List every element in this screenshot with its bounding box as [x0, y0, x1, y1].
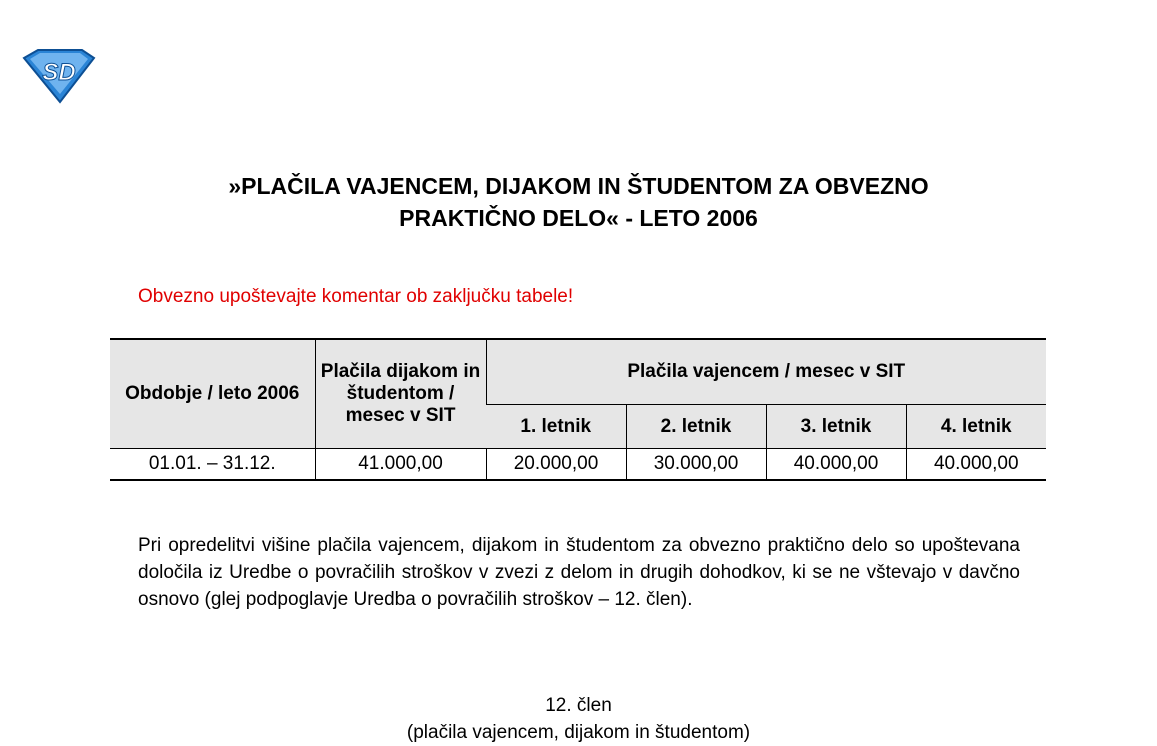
header-apprentices: Plačila vajencem / mesec v SIT [486, 339, 1046, 405]
table-row [110, 449, 1046, 481]
header-year-4: 4. letnik [906, 405, 1046, 449]
logo [22, 48, 96, 104]
page-title [0, 170, 1157, 234]
article-subtitle: (plačila vajencem, dijakom in študentom) [406, 722, 751, 743]
article-number: 12. člen [545, 695, 612, 716]
svg-text:SD: SD [42, 59, 76, 86]
cell-year-2: 30.000,00 [626, 449, 766, 481]
cell-year-3: 40.000,00 [766, 449, 906, 481]
warning-note: Obvezno upoštevajte komentar ob zaključku tabele! [138, 286, 574, 307]
header-year-3: 3. letnik [766, 405, 906, 449]
cell-year-1: 20.000,00 [486, 449, 626, 481]
header-year-1: 1. letnik [486, 405, 626, 449]
cell-students: 41.000,00 [315, 449, 486, 481]
article-heading [0, 692, 1157, 746]
explanation-paragraph: Pri opredelitvi višine plačila vajencem, dijakom in študentom za obvezno praktično delo so upoštevana določila iz Uredbe o povračilih stroškov v zvezi z delom in drugih dohodkov, ki se ne vštevajo v davčno osnovo (glej podpoglavje Uredba o povračilih stroškov – 12. člen). [138, 535, 1020, 610]
cell-period: 01.01. – 31.12. [110, 449, 315, 481]
title-line-1: »PLAČILA VAJENCEM, DIJAKOM IN ŠTUDENTOM ZA OBVEZNO [228, 173, 929, 199]
table-header-row [110, 339, 1046, 405]
cell-year-4: 40.000,00 [906, 449, 1046, 481]
header-period: Obdobje / leto 2006 [110, 339, 315, 449]
header-students: Plačila dijakom in študentom / mesec v SIT [315, 339, 486, 449]
title-line-2: PRAKTIČNO DELO« - LETO 2006 [399, 205, 758, 231]
header-year-2: 2. letnik [626, 405, 766, 449]
payments-table [110, 338, 1046, 481]
